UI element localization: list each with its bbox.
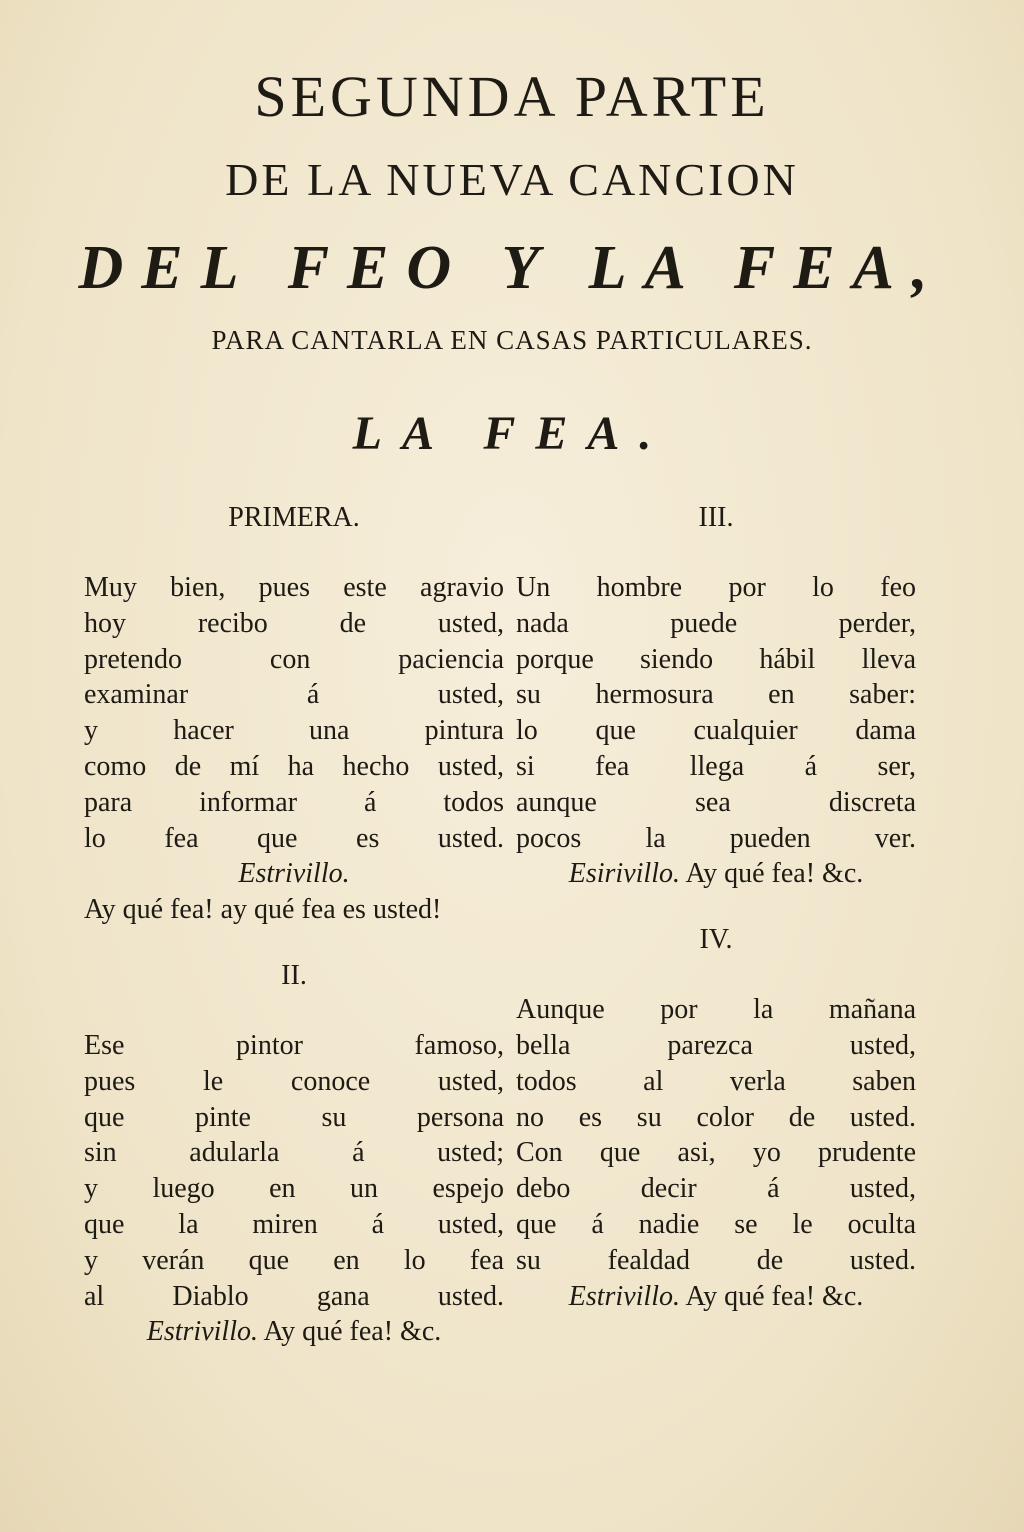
- refrain-text: Ay qué fea! &c.: [685, 1280, 864, 1312]
- refrain-line: Ay qué fea! ay qué fea es usted!: [84, 894, 442, 926]
- verse-line: y verán que en lo fea: [84, 1244, 504, 1276]
- refrain-label-text: Estrivillo.: [568, 1280, 680, 1312]
- verse-line: Muy bien, pues este agravio: [84, 572, 504, 603]
- verse-line: lo fea que es usted.: [84, 822, 504, 854]
- subtitle-casas-particulares: PARA CANTARLA EN CASAS PARTICULARES.: [211, 325, 813, 355]
- verse-line: examinar á usted,: [84, 679, 504, 711]
- stanza-primera: [84, 570, 504, 856]
- title-segunda-parte: SEGUNDA PARTE: [254, 64, 770, 129]
- refrain-line: [516, 1279, 916, 1315]
- verse-line: para informar á todos: [84, 786, 504, 818]
- verse-line: sin adularla á usted;: [84, 1137, 504, 1169]
- verse-line: que pinte su persona: [84, 1101, 504, 1133]
- stanza-iii: [516, 570, 916, 856]
- stanza-heading-iii: III.: [698, 502, 734, 533]
- refrain-label-text: Estrivillo.: [238, 858, 350, 890]
- verse-line: debo decir á usted,: [516, 1173, 916, 1205]
- verse-line: que la miren á usted,: [84, 1208, 504, 1240]
- verse-line: todos al verla saben: [516, 1065, 916, 1097]
- verse-line: Ese pintor famoso,: [84, 1029, 504, 1061]
- refrain-line: [516, 856, 916, 892]
- stanza-iv: [516, 992, 916, 1278]
- stanza-ii: [84, 1028, 504, 1314]
- refrain-text: Ay qué fea! &c.: [263, 1316, 442, 1348]
- verse-line: bella parezca usted,: [516, 1029, 916, 1061]
- verse-line: al Diablo gana usted.: [84, 1280, 504, 1312]
- verse-line: su hermosura en saber:: [516, 679, 916, 711]
- verse-line: hoy recibo de usted,: [84, 607, 504, 639]
- verse-line: porque siendo hábil lleva: [516, 643, 916, 675]
- refrain-text: Ay qué fea! &c.: [685, 858, 864, 890]
- refrain-label-text: Estrivillo.: [146, 1316, 258, 1348]
- refrain-line: [84, 1314, 504, 1350]
- verse-line: nada puede perder,: [516, 607, 916, 639]
- verse-line: aunque sea discreta: [516, 786, 916, 818]
- refrain-label-text: Esirivillo.: [568, 858, 680, 890]
- verse-line: Un hombre por lo feo: [516, 572, 916, 603]
- verse-line: lo que cualquier dama: [516, 715, 916, 747]
- stanza-heading-iv: IV.: [699, 924, 733, 956]
- verse-line: si fea llega á ser,: [516, 750, 916, 782]
- verse-line: pues le conoce usted,: [84, 1065, 504, 1097]
- verse-line: que á nadie se le oculta: [516, 1208, 916, 1240]
- verse-line: y luego en un espejo: [84, 1173, 504, 1205]
- verse-line: como de mí ha hecho usted,: [84, 750, 504, 782]
- verse-line: Aunque por la mañana: [516, 994, 916, 1026]
- title-nueva-cancion: DE LA NUEVA CANCION: [225, 154, 799, 205]
- right-column: [516, 498, 916, 1314]
- stanza-heading-ii: II.: [281, 959, 307, 991]
- verse-line: y hacer una pintura: [84, 715, 504, 747]
- stanza-heading-primera: PRIMERA.: [228, 502, 360, 533]
- refrain-label: [84, 856, 504, 892]
- verse-line: pretendo con paciencia: [84, 643, 504, 675]
- verse-line: su fealdad de usted.: [516, 1244, 916, 1276]
- verse-line: no es su color de usted.: [516, 1101, 916, 1133]
- left-column: [84, 498, 504, 1350]
- verse-line: pocos la pueden ver.: [516, 822, 916, 854]
- section-title-la-fea: LA FEA.: [352, 407, 672, 460]
- title-feo-y-fea: DEL FEO Y LA FEA,: [78, 234, 946, 302]
- verse-line: Con que asi, yo prudente: [516, 1137, 916, 1169]
